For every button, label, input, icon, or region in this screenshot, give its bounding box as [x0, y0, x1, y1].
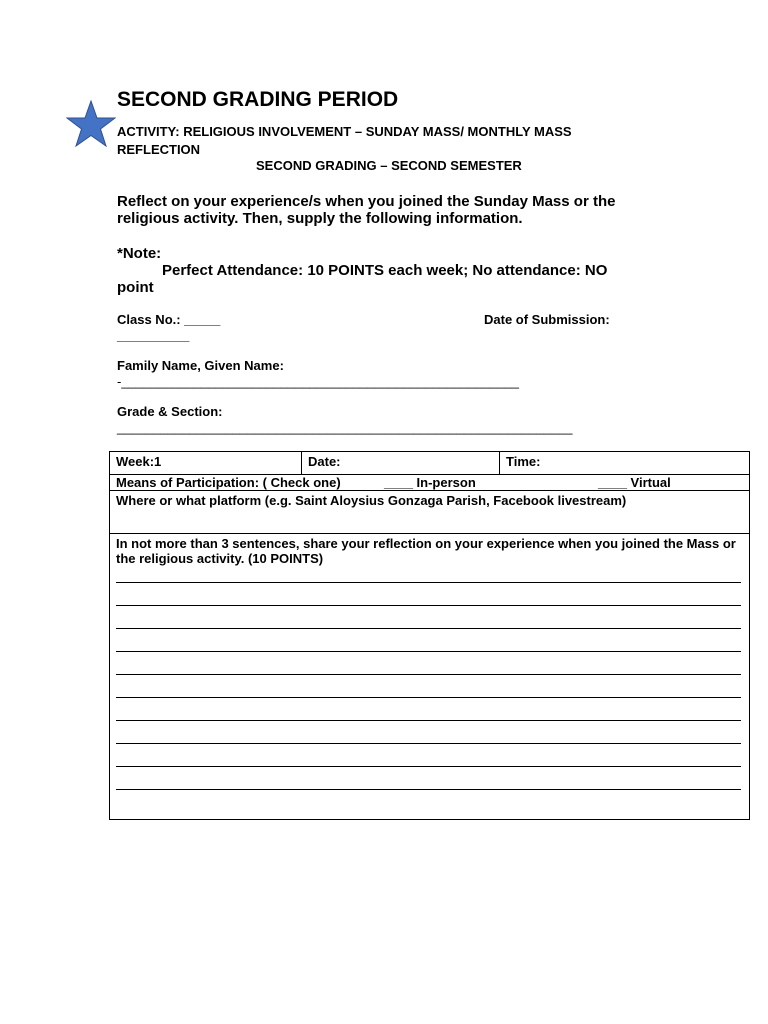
in-person-checkbox[interactable]: ____ In-person: [384, 475, 476, 490]
time-cell[interactable]: Time:: [500, 452, 750, 475]
instructions-text: Reflect on your experience/s when you joined the Sunday Mass or the religious activity. Then, supply the following information.: [117, 193, 616, 227]
participation-form-table: [109, 451, 750, 820]
platform-cell[interactable]: Where or what platform (e.g. Saint Aloysius Gonzaga Parish, Facebook livestream): [110, 491, 750, 534]
class-no-field[interactable]: Class No.: _____: [117, 312, 221, 327]
date-cell[interactable]: Date:: [302, 452, 500, 475]
note-heading: *Note:: [117, 245, 162, 262]
answer-line[interactable]: [116, 744, 741, 767]
virtual-checkbox[interactable]: ____ Virtual: [598, 475, 671, 490]
answer-line[interactable]: [116, 721, 741, 744]
answer-line[interactable]: [116, 675, 741, 698]
family-name-label: Family Name, Given Name:: [117, 358, 284, 373]
class-no-field-continuation[interactable]: __________: [117, 328, 190, 343]
answer-line[interactable]: [116, 698, 741, 721]
answer-line[interactable]: [116, 583, 741, 606]
answer-line[interactable]: [116, 606, 741, 629]
note-text-line1: Perfect Attendance: 10 POINTS each week; No attendance: NO: [162, 262, 608, 279]
means-of-participation-row: [110, 475, 750, 491]
reflection-cell[interactable]: [110, 534, 750, 820]
semester-subtitle: SECOND GRADING – SECOND SEMESTER: [256, 158, 522, 173]
star-icon: [66, 100, 116, 148]
page-title: SECOND GRADING PERIOD: [117, 88, 399, 111]
answer-line[interactable]: [116, 566, 741, 583]
reflection-prompt: In not more than 3 sentences, share your reflection on your experience when you joined the Mass or the religious activity. (10 POINTS): [116, 536, 736, 566]
grade-section-label: Grade & Section:: [117, 404, 223, 419]
activity-heading: ACTIVITY: RELIGIOUS INVOLVEMENT – SUNDAY MASS/ MONTHLY MASS REFLECTION: [117, 124, 572, 157]
answer-line[interactable]: [116, 629, 741, 652]
note-text-line2: point: [117, 279, 154, 296]
family-name-blank[interactable]: -_______________________________________________________: [117, 374, 519, 389]
date-of-submission-field[interactable]: Date of Submission:: [484, 312, 610, 327]
answer-line[interactable]: [116, 652, 741, 675]
week-cell[interactable]: Week:1: [110, 452, 302, 475]
means-label: Means of Participation: ( Check one): [116, 475, 341, 490]
answer-lines[interactable]: [116, 566, 743, 790]
grade-section-blank[interactable]: _______________________________________________________________: [117, 420, 573, 435]
answer-line[interactable]: [116, 767, 741, 790]
